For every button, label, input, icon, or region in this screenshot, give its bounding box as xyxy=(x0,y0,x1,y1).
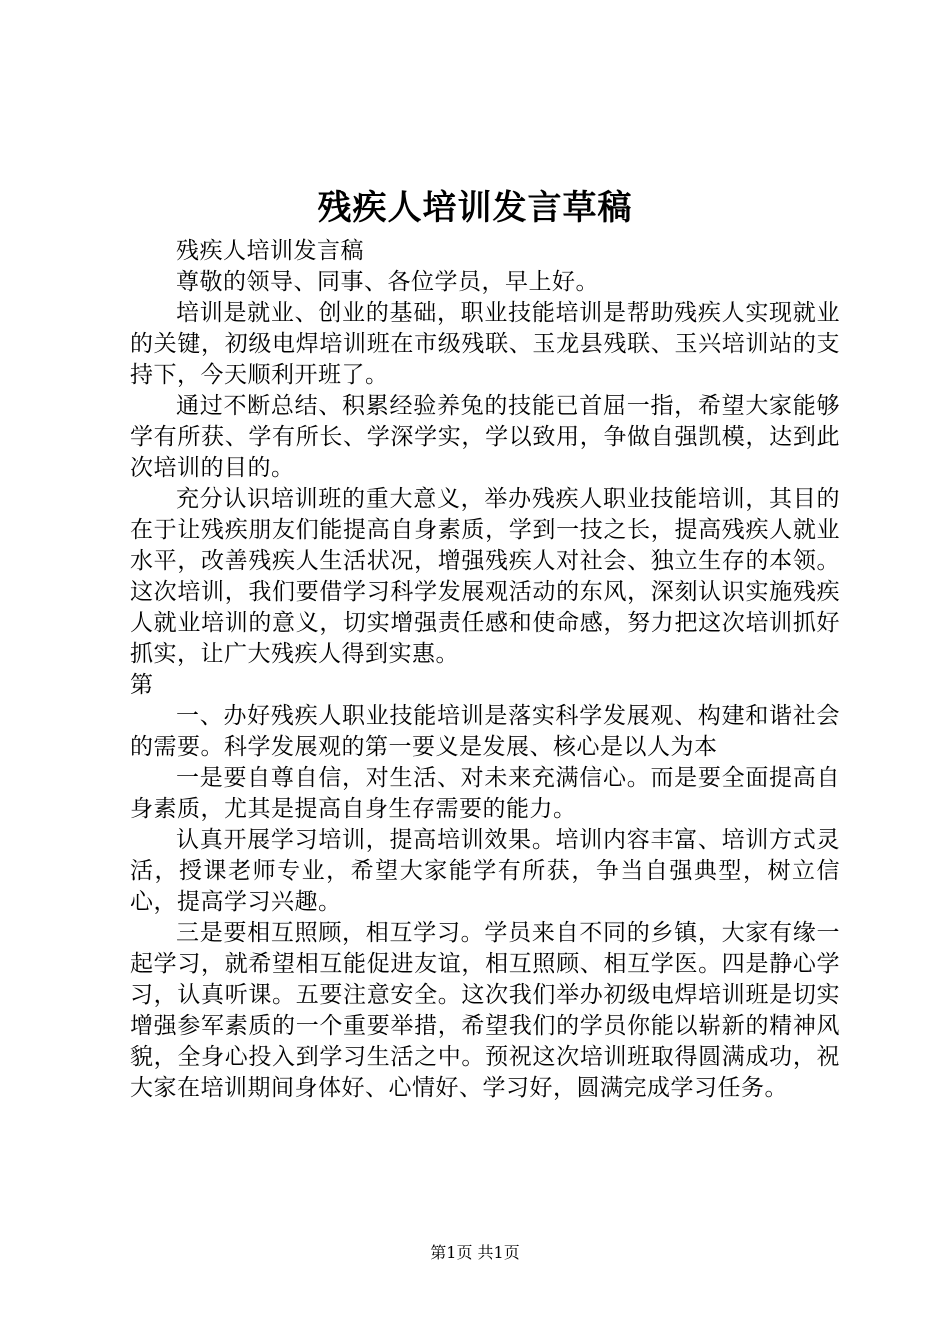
paragraph: 认真开展学习培训，提高培训效果。培训内容丰富、培训方式灵活，授课老师专业，希望大家能学有所获，争当自强典型，树立信心，提高学习兴趣。 xyxy=(130,827,840,915)
paragraph: 第 xyxy=(130,672,154,698)
paragraph: 一、办好残疾人职业技能培训是落实科学发展观、构建和谐社会的需要。科学发展观的第一要义是发展、核心是以人为本 xyxy=(130,703,840,760)
page-footer: 第1页 共1页 xyxy=(430,1243,520,1262)
paragraph: 三是要相互照顾，相互学习。学员来自不同的乡镇，大家有缘一起学习，就希望相互能促进友谊，相互照顾、相互学医。四是静心学习，认真听课。五要注意安全。这次我们举办初级电焊培训班是切实增强参军素质的一个重要举措，希望我们的学员你能以崭新的精神风貌，全身心投入到学习生活之中。预祝这次培训班取得圆满成功，祝大家在培训期间身体好、心情好、学习好，圆满完成学习任务。 xyxy=(130,920,840,1101)
document-body xyxy=(130,236,840,1104)
paragraph: 充分认识培训班的重大意义，举办残疾人职业技能培训，其目的在于让残疾朋友们能提高自身素质，学到一技之长，提高残疾人就业水平，改善残疾人生活状况，增强残疾人对社会、独立生存的本领。这次培训，我们要借学习科学发展观活动的东风，深刻认识实施残疾人就业培训的意义，切实增强责任感和使命感，努力把这次培训抓好抓实，让广大残疾人得到实惠。 xyxy=(130,486,840,667)
paragraph: 尊敬的领导、同事、各位学员，早上好。 xyxy=(176,269,599,295)
paragraph: 培训是就业、创业的基础，职业技能培训是帮助残疾人实现就业的关键，初级电焊培训班在市级残联、玉龙县残联、玉兴培训站的支持下，今天顺利开班了。 xyxy=(130,300,840,388)
paragraph: 残疾人培训发言稿 xyxy=(176,238,364,264)
document-title: 残疾人培训发言草稿 xyxy=(317,188,633,228)
paragraph: 通过不断总结、积累经验养兔的技能已首屈一指，希望大家能够学有所获、学有所长、学深学实，学以致用，争做自强凯模，达到此次培训的目的。 xyxy=(130,393,840,481)
paragraph: 一是要自尊自信，对生活、对未来充满信心。而是要全面提高自身素质，尤其是提高自身生存需要的能力。 xyxy=(130,765,840,822)
